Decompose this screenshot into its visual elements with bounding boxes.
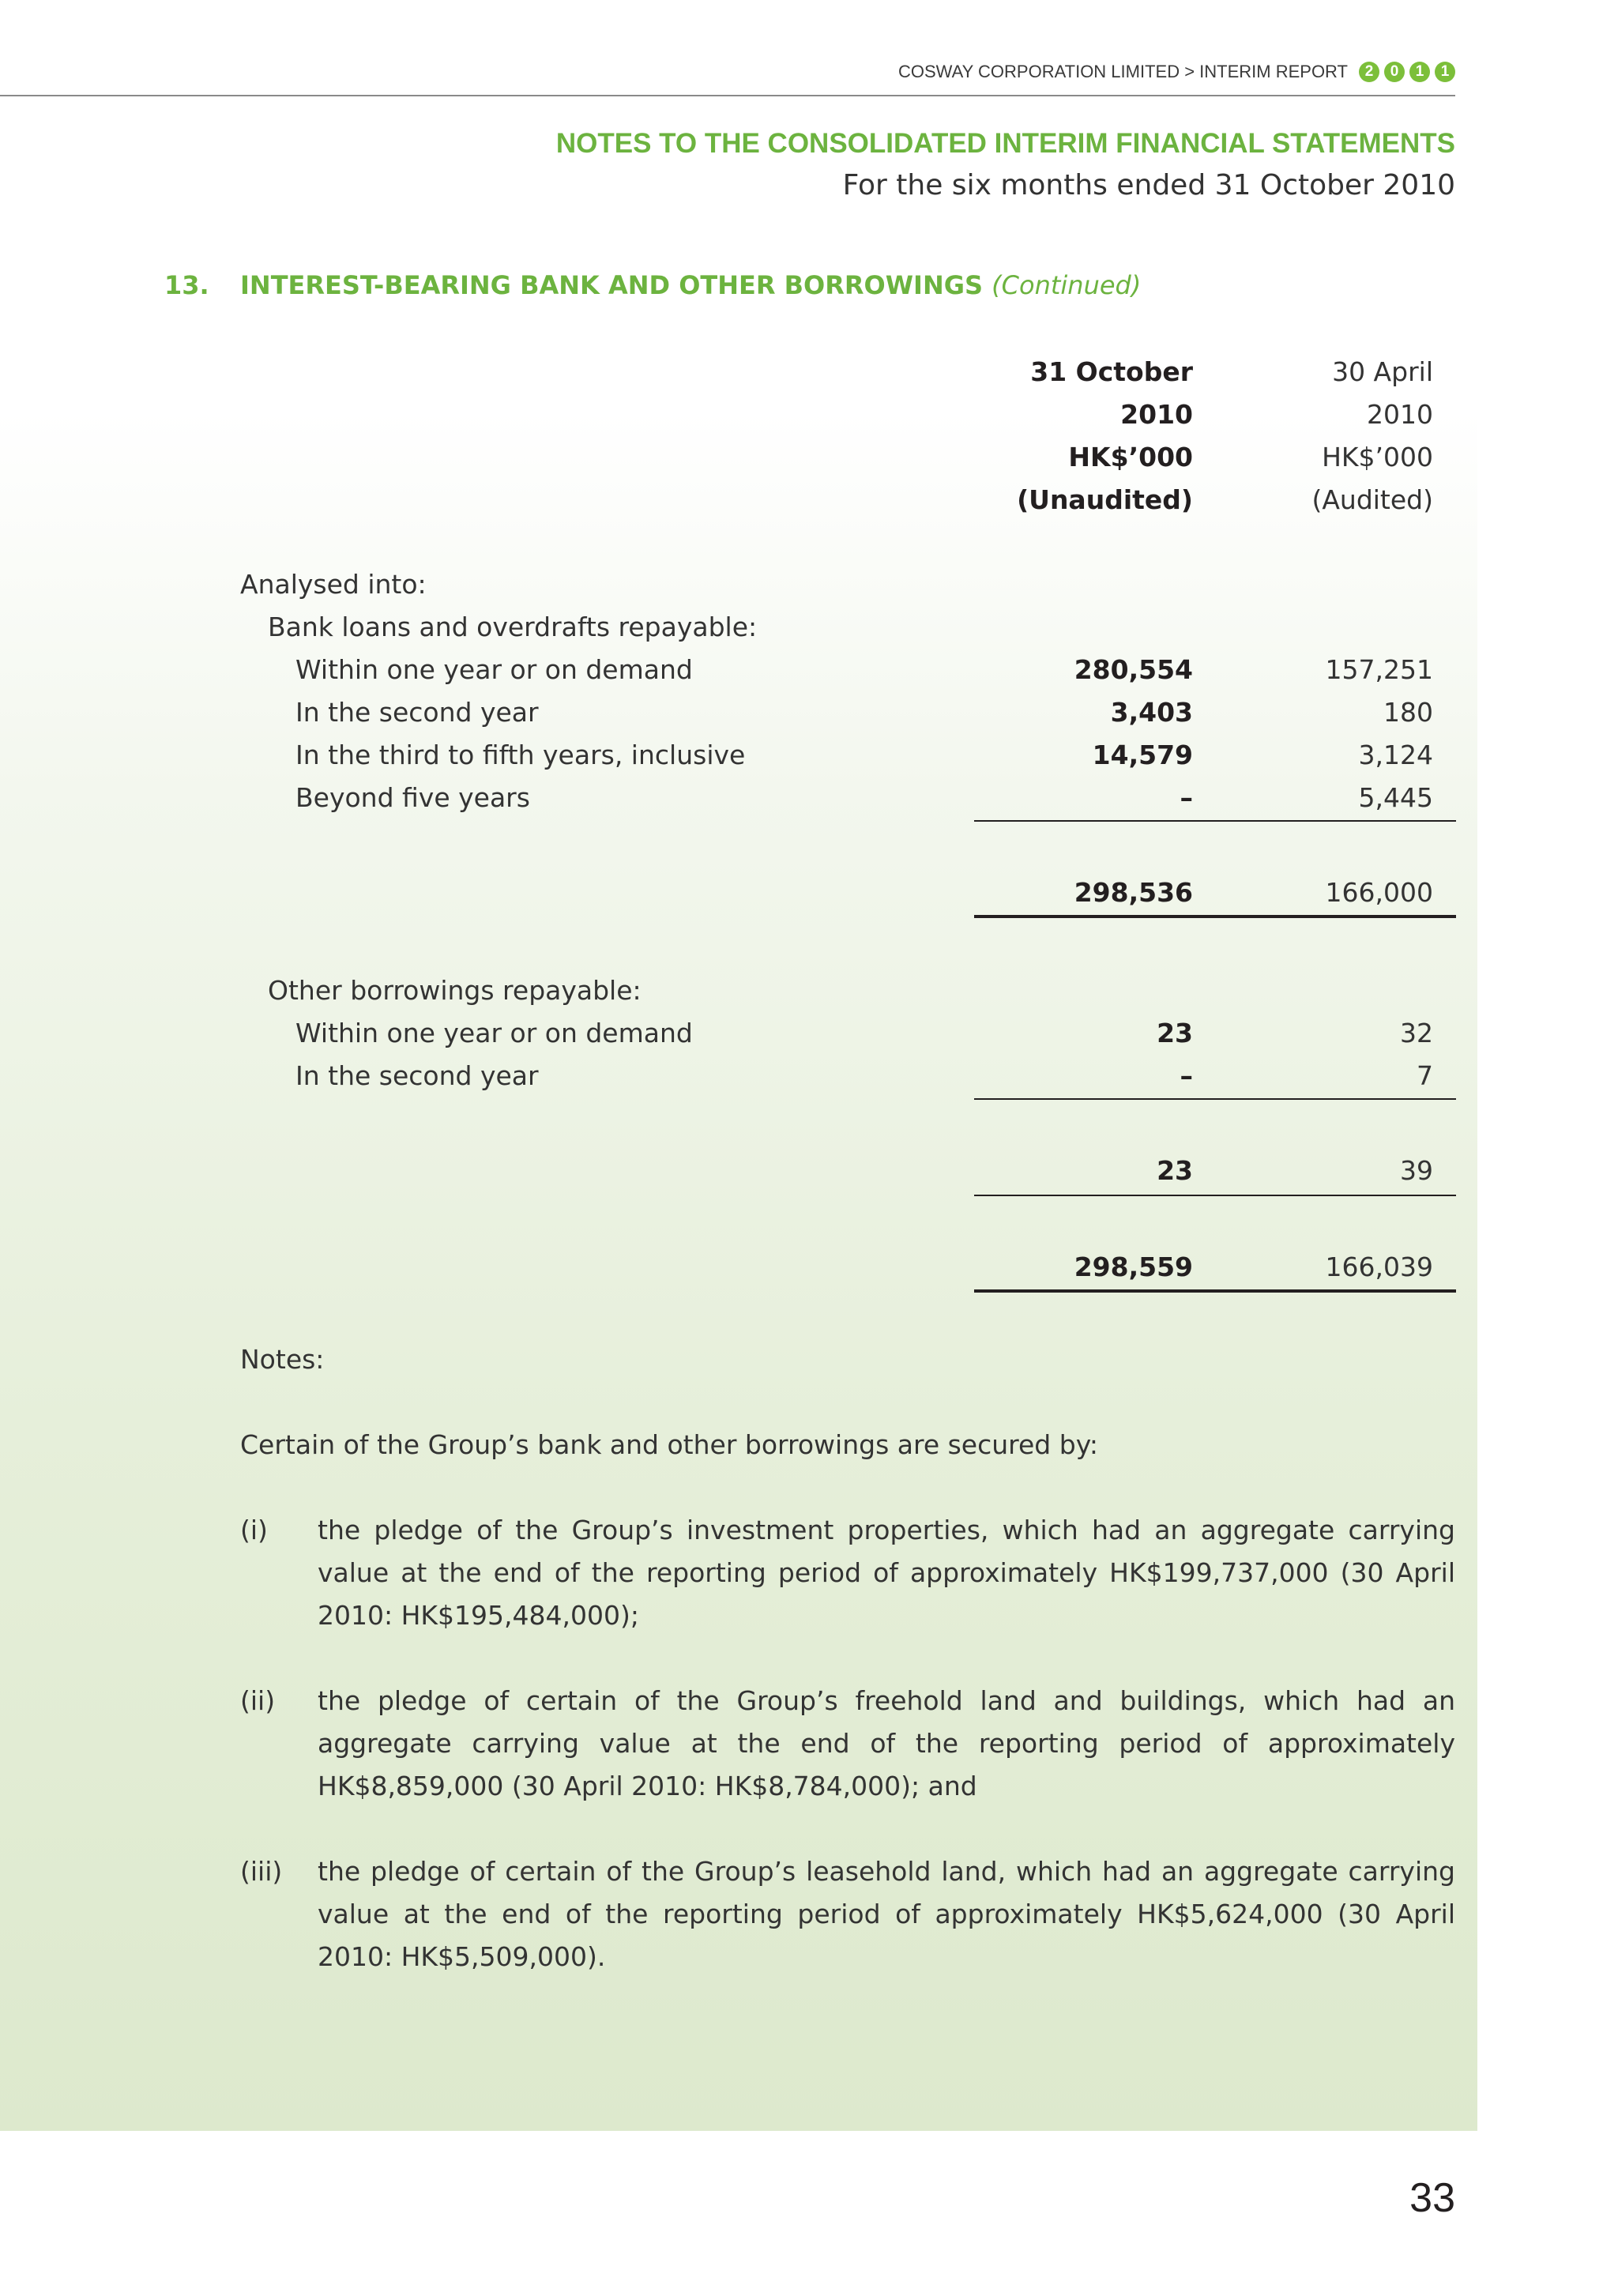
row-value-current: 14,579 bbox=[1092, 740, 1193, 770]
note-item-marker: (ii) bbox=[240, 1685, 276, 1716]
other-total-prior: 39 bbox=[1400, 1155, 1433, 1186]
note-continued: (Continued) bbox=[991, 270, 1142, 300]
notes-heading: Notes: bbox=[240, 1344, 325, 1375]
note-title: INTEREST-BEARING BANK AND OTHER BORROWINGS bbox=[240, 270, 984, 300]
note-number: 13. bbox=[164, 270, 209, 300]
note-item-text: the pledge of certain of the Group’s freehold land and buildings, which had an aggregate carrying value at the end of the reporting period of approximately HK$8,859,000 (30 April 2010: HK$8,784,000); and bbox=[318, 1685, 1455, 1801]
grand-total-rule bbox=[974, 1289, 1456, 1293]
row-value-current: – bbox=[1180, 782, 1193, 813]
subtotal-rule bbox=[974, 820, 1456, 822]
note-item-marker: (iii) bbox=[240, 1856, 283, 1887]
row-value-current: 3,403 bbox=[1110, 697, 1193, 728]
row-label: In the second year bbox=[295, 697, 539, 728]
bank-total-prior: 166,000 bbox=[1325, 877, 1433, 908]
row-label: Within one year or on demand bbox=[295, 654, 693, 685]
year-digit-badge: 1 bbox=[1409, 62, 1430, 82]
row-value-prior: 180 bbox=[1383, 697, 1433, 728]
row-value-current: 23 bbox=[1157, 1018, 1193, 1048]
column-header-line: HK$’000 bbox=[1068, 442, 1193, 472]
subtotal-rule bbox=[974, 1195, 1456, 1196]
page-number: 33 bbox=[1409, 2175, 1455, 2221]
analysed-into-label: Analysed into: bbox=[240, 569, 427, 600]
note-item-marker: (i) bbox=[240, 1515, 268, 1545]
note-item-text: the pledge of certain of the Group’s leasehold land, which had an aggregate carrying value at the end of the reporting period of approximately HK$5,624,000 (30 April 2010: HK$5,509,000). bbox=[318, 1856, 1455, 1972]
notes-intro: Certain of the Group’s bank and other borrowings are secured by: bbox=[240, 1429, 1098, 1460]
column-header-line: 2010 bbox=[1120, 399, 1193, 430]
bank-loans-heading: Bank loans and overdrafts repayable: bbox=[268, 612, 758, 642]
column-header-line: 30 April bbox=[1332, 356, 1433, 387]
grand-total-current: 298,559 bbox=[1074, 1252, 1193, 1282]
column-header-line: (Audited) bbox=[1311, 484, 1433, 515]
column-header-line: HK$’000 bbox=[1322, 442, 1433, 472]
note-heading bbox=[164, 270, 1141, 300]
running-head-text: COSWAY CORPORATION LIMITED > INTERIM REPORT bbox=[897, 62, 1348, 81]
row-value-prior: 32 bbox=[1400, 1018, 1433, 1048]
year-badges bbox=[1359, 62, 1455, 82]
grand-total-prior: 166,039 bbox=[1325, 1252, 1433, 1282]
row-value-prior: 7 bbox=[1417, 1060, 1433, 1091]
row-label: Within one year or on demand bbox=[295, 1018, 693, 1048]
running-head bbox=[898, 62, 1455, 82]
other-total-current: 23 bbox=[1157, 1155, 1193, 1186]
total-rule bbox=[974, 915, 1456, 918]
column-header-current bbox=[1017, 351, 1193, 521]
row-label: In the third to fifth years, inclusive bbox=[295, 740, 746, 770]
subtotal-rule bbox=[974, 1098, 1456, 1100]
header-divider bbox=[0, 95, 1455, 96]
bank-total-current: 298,536 bbox=[1074, 877, 1193, 908]
column-header-line: 31 October bbox=[1030, 356, 1193, 387]
year-digit-badge: 2 bbox=[1359, 62, 1379, 82]
row-value-prior: 157,251 bbox=[1325, 654, 1433, 685]
other-borrowings-heading: Other borrowings repayable: bbox=[268, 975, 642, 1006]
row-label: Beyond five years bbox=[295, 782, 530, 813]
column-header-prior bbox=[1311, 351, 1433, 521]
row-value-current: – bbox=[1180, 1060, 1193, 1091]
column-header-line: 2010 bbox=[1367, 399, 1433, 430]
note-item-text: the pledge of the Group’s investment properties, which had an aggregate carrying value at the end of the reporting period of approximately HK$199,737,000 (30 April 2010: HK$195,484,000); bbox=[318, 1515, 1455, 1631]
row-value-current: 280,554 bbox=[1074, 654, 1193, 685]
year-digit-badge: 1 bbox=[1435, 62, 1455, 82]
section-subtitle: For the six months ended 31 October 2010 bbox=[842, 169, 1455, 201]
year-digit-badge: 0 bbox=[1384, 62, 1405, 82]
row-value-prior: 5,445 bbox=[1358, 782, 1433, 813]
column-header-line: (Unaudited) bbox=[1017, 484, 1193, 515]
section-title: NOTES TO THE CONSOLIDATED INTERIM FINANCIAL STATEMENTS bbox=[555, 128, 1455, 159]
row-value-prior: 3,124 bbox=[1358, 740, 1433, 770]
row-label: In the second year bbox=[295, 1060, 539, 1091]
